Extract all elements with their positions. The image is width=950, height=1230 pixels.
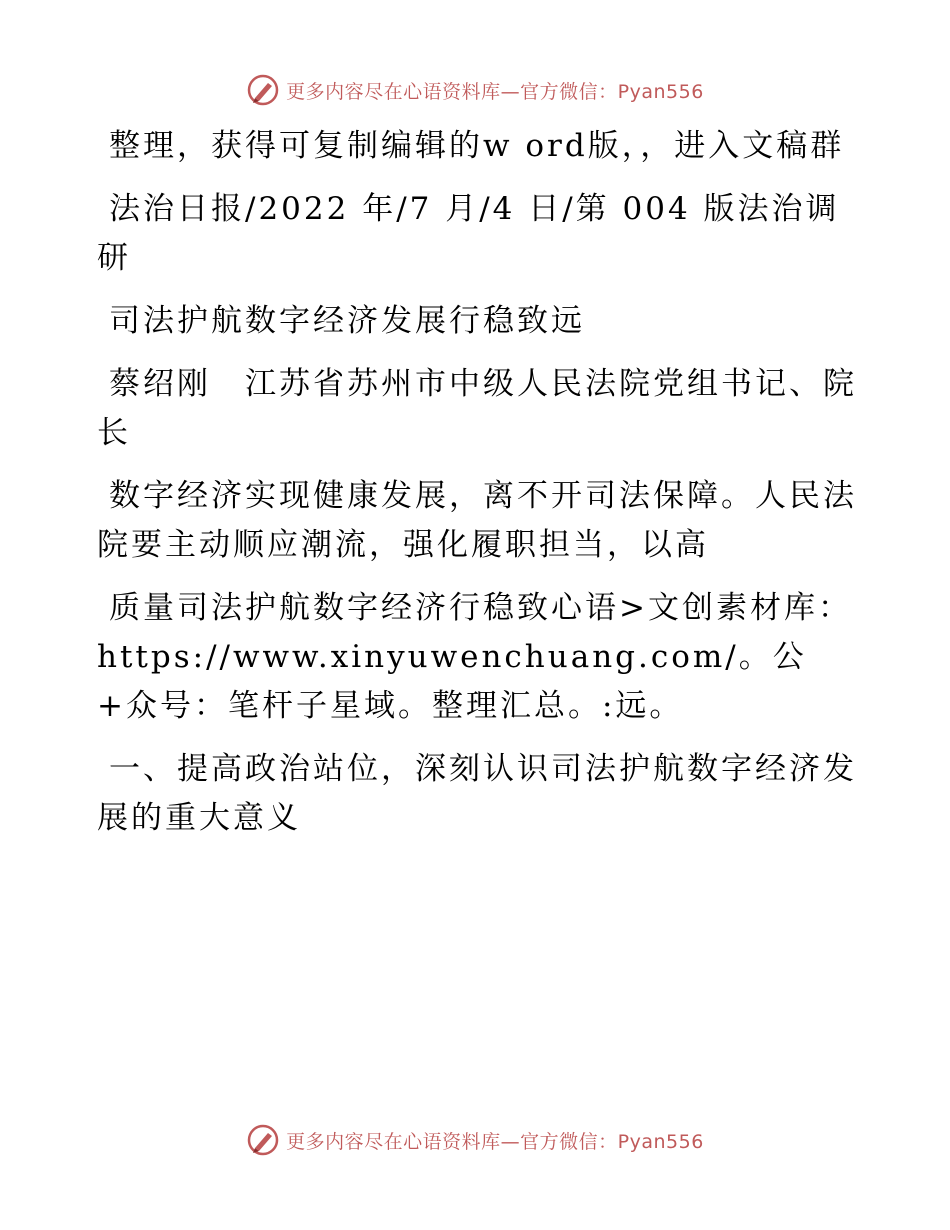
document-body [97, 122, 857, 857]
paragraph-source-line: 法治日报/2022 年/7 月/4 日/第 004 版法治调研 [97, 191, 840, 276]
footer-banner-text: 更多内容尽在心语资料库—官方微信：Pyan556 [286, 1130, 704, 1153]
header-banner-text: 更多内容尽在心语资料库—官方微信：Pyan556 [286, 80, 704, 103]
paragraph-continuation: 质量司法护航数字经济行稳致心语>文创素材库：https://www.xinyuwenchuang.com/。公+众号：笔杆子星域。整理汇总。:远。 [97, 590, 852, 724]
paragraph-lead: 数字经济实现健康发展，离不开司法保障。人民法院要主动顺应潮流，强化履职担当，以高 [97, 478, 857, 563]
header-banner [0, 70, 950, 110]
section-heading-1: 一、提高政治站位，深刻认识司法护航数字经济发展的重大意义 [97, 751, 857, 836]
article-title: 司法护航数字经济发展行稳致远 [109, 303, 585, 339]
pen-seal-icon [246, 73, 280, 107]
author-line: 蔡绍刚 江苏省苏州市中级人民法院党组书记、院长 [97, 366, 857, 451]
pen-seal-icon [246, 1123, 280, 1157]
footer-banner [0, 1120, 950, 1160]
paragraph-intro-note: 整理，获得可复制编辑的w ord版，，进入文稿群 [109, 128, 845, 164]
